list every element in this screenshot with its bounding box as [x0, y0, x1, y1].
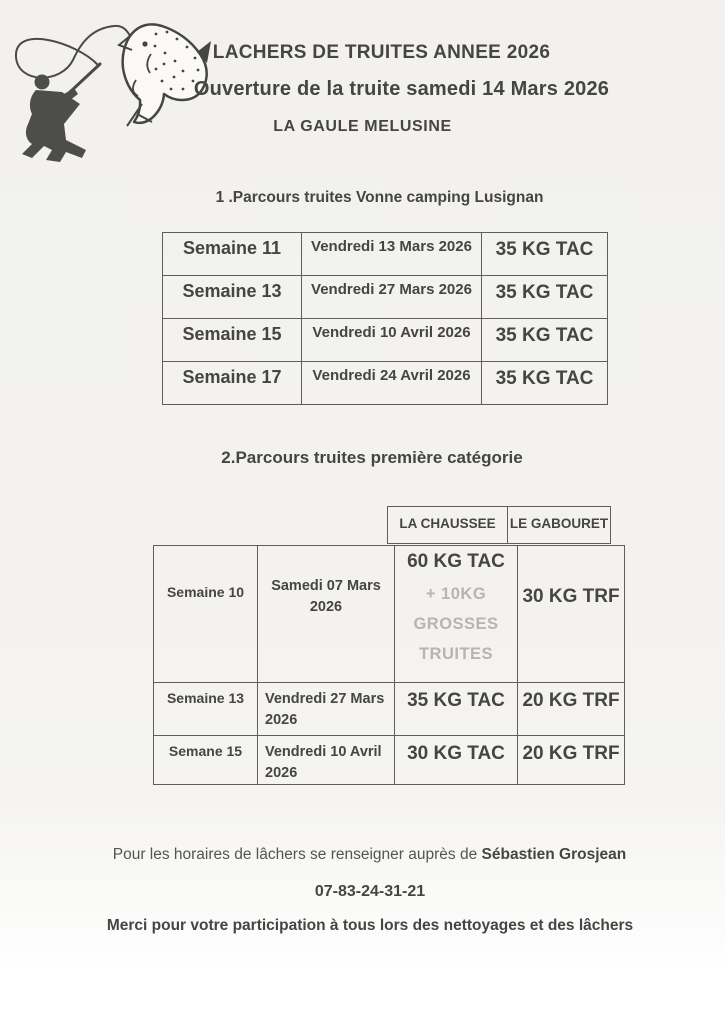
page-title: LACHERS DE TRUITES ANNEE 2026 — [212, 42, 551, 63]
date-cell — [258, 736, 395, 785]
date-cell: Vendredi 10 Avril 2026 — [302, 319, 482, 362]
week-cell: Semaine 11 — [163, 233, 302, 276]
gabouret-cell: 20 KG TRF — [518, 683, 625, 736]
table-row — [163, 233, 608, 276]
date-line2: 2026 — [265, 765, 298, 781]
table-row — [154, 736, 625, 785]
table-row — [154, 683, 625, 736]
quantity-cell: 35 KG TAC — [482, 362, 608, 405]
table-row — [163, 319, 608, 362]
week-cell: Semaine 13 — [163, 276, 302, 319]
date-cell: Vendredi 27 Mars 2026 — [302, 276, 482, 319]
gabouret-cell: 20 KG TRF — [518, 736, 625, 785]
column-header-le-gabouret: LE GABOURET — [509, 516, 609, 531]
date-cell — [258, 683, 395, 736]
quantity-bonus-line2: GROSSES — [413, 615, 499, 633]
date-line2: 2026 — [309, 599, 343, 615]
quantity-cell: 35 KG TAC — [482, 233, 608, 276]
date-cell: Vendredi 24 Avril 2026 — [302, 362, 482, 405]
week-cell: Semaine 17 — [163, 362, 302, 405]
table-parcours-vonne — [162, 232, 608, 405]
club-name: LA GAULE MELUSINE — [273, 118, 452, 135]
section2-heading: 2.Parcours truites première catégorie — [221, 448, 523, 467]
quantity-bonus-line1: + 10KG — [425, 585, 487, 603]
quantity-cell: 35 KG TAC — [482, 276, 608, 319]
quantity-cell: 35 KG TAC — [482, 319, 608, 362]
date-cell: Vendredi 13 Mars 2026 — [302, 233, 482, 276]
contact-info-text: Pour les horaires de lâchers se renseigner auprès de — [112, 846, 478, 863]
week-cell: Semane 15 — [154, 736, 258, 785]
date-cell — [258, 546, 395, 683]
quantity-main: 60 KG TAC — [407, 551, 505, 572]
quantity-bonus-line3: TRUITES — [418, 645, 494, 663]
thanks-line: Merci pour votre participation à tous lors des nettoyages et des lâchers — [106, 917, 634, 934]
chaussee-cell — [395, 546, 518, 683]
page-subtitle: Ouverture de la truite samedi 14 Mars 2026 — [193, 78, 610, 100]
gabouret-cell: 30 KG TRF — [518, 546, 625, 683]
phone-number: 07-83-24-31-21 — [314, 883, 426, 900]
table-row — [163, 276, 608, 319]
date-line1: Vendredi 10 Avril — [265, 744, 382, 760]
chaussee-cell: 30 KG TAC — [395, 736, 518, 785]
table-row — [154, 546, 625, 683]
week-cell: Semaine 10 — [154, 546, 258, 683]
contact-name: Sébastien Grosjean — [481, 846, 627, 863]
table-premiere-categorie-header — [387, 506, 611, 544]
column-header-la-chaussee: LA CHAUSSEE — [388, 507, 508, 543]
date-line1: Samedi 07 Mars — [271, 578, 381, 594]
chaussee-cell: 35 KG TAC — [395, 683, 518, 736]
week-cell: Semaine 15 — [163, 319, 302, 362]
date-line2: 2026 — [265, 712, 298, 728]
table-premiere-categorie — [153, 545, 625, 785]
contact-info-line — [0, 846, 725, 864]
section1-heading: 1 .Parcours truites Vonne camping Lusignan — [215, 189, 544, 206]
week-cell: Semaine 13 — [154, 683, 258, 736]
date-line1: Vendredi 27 Mars — [265, 691, 385, 707]
table-row — [163, 362, 608, 405]
